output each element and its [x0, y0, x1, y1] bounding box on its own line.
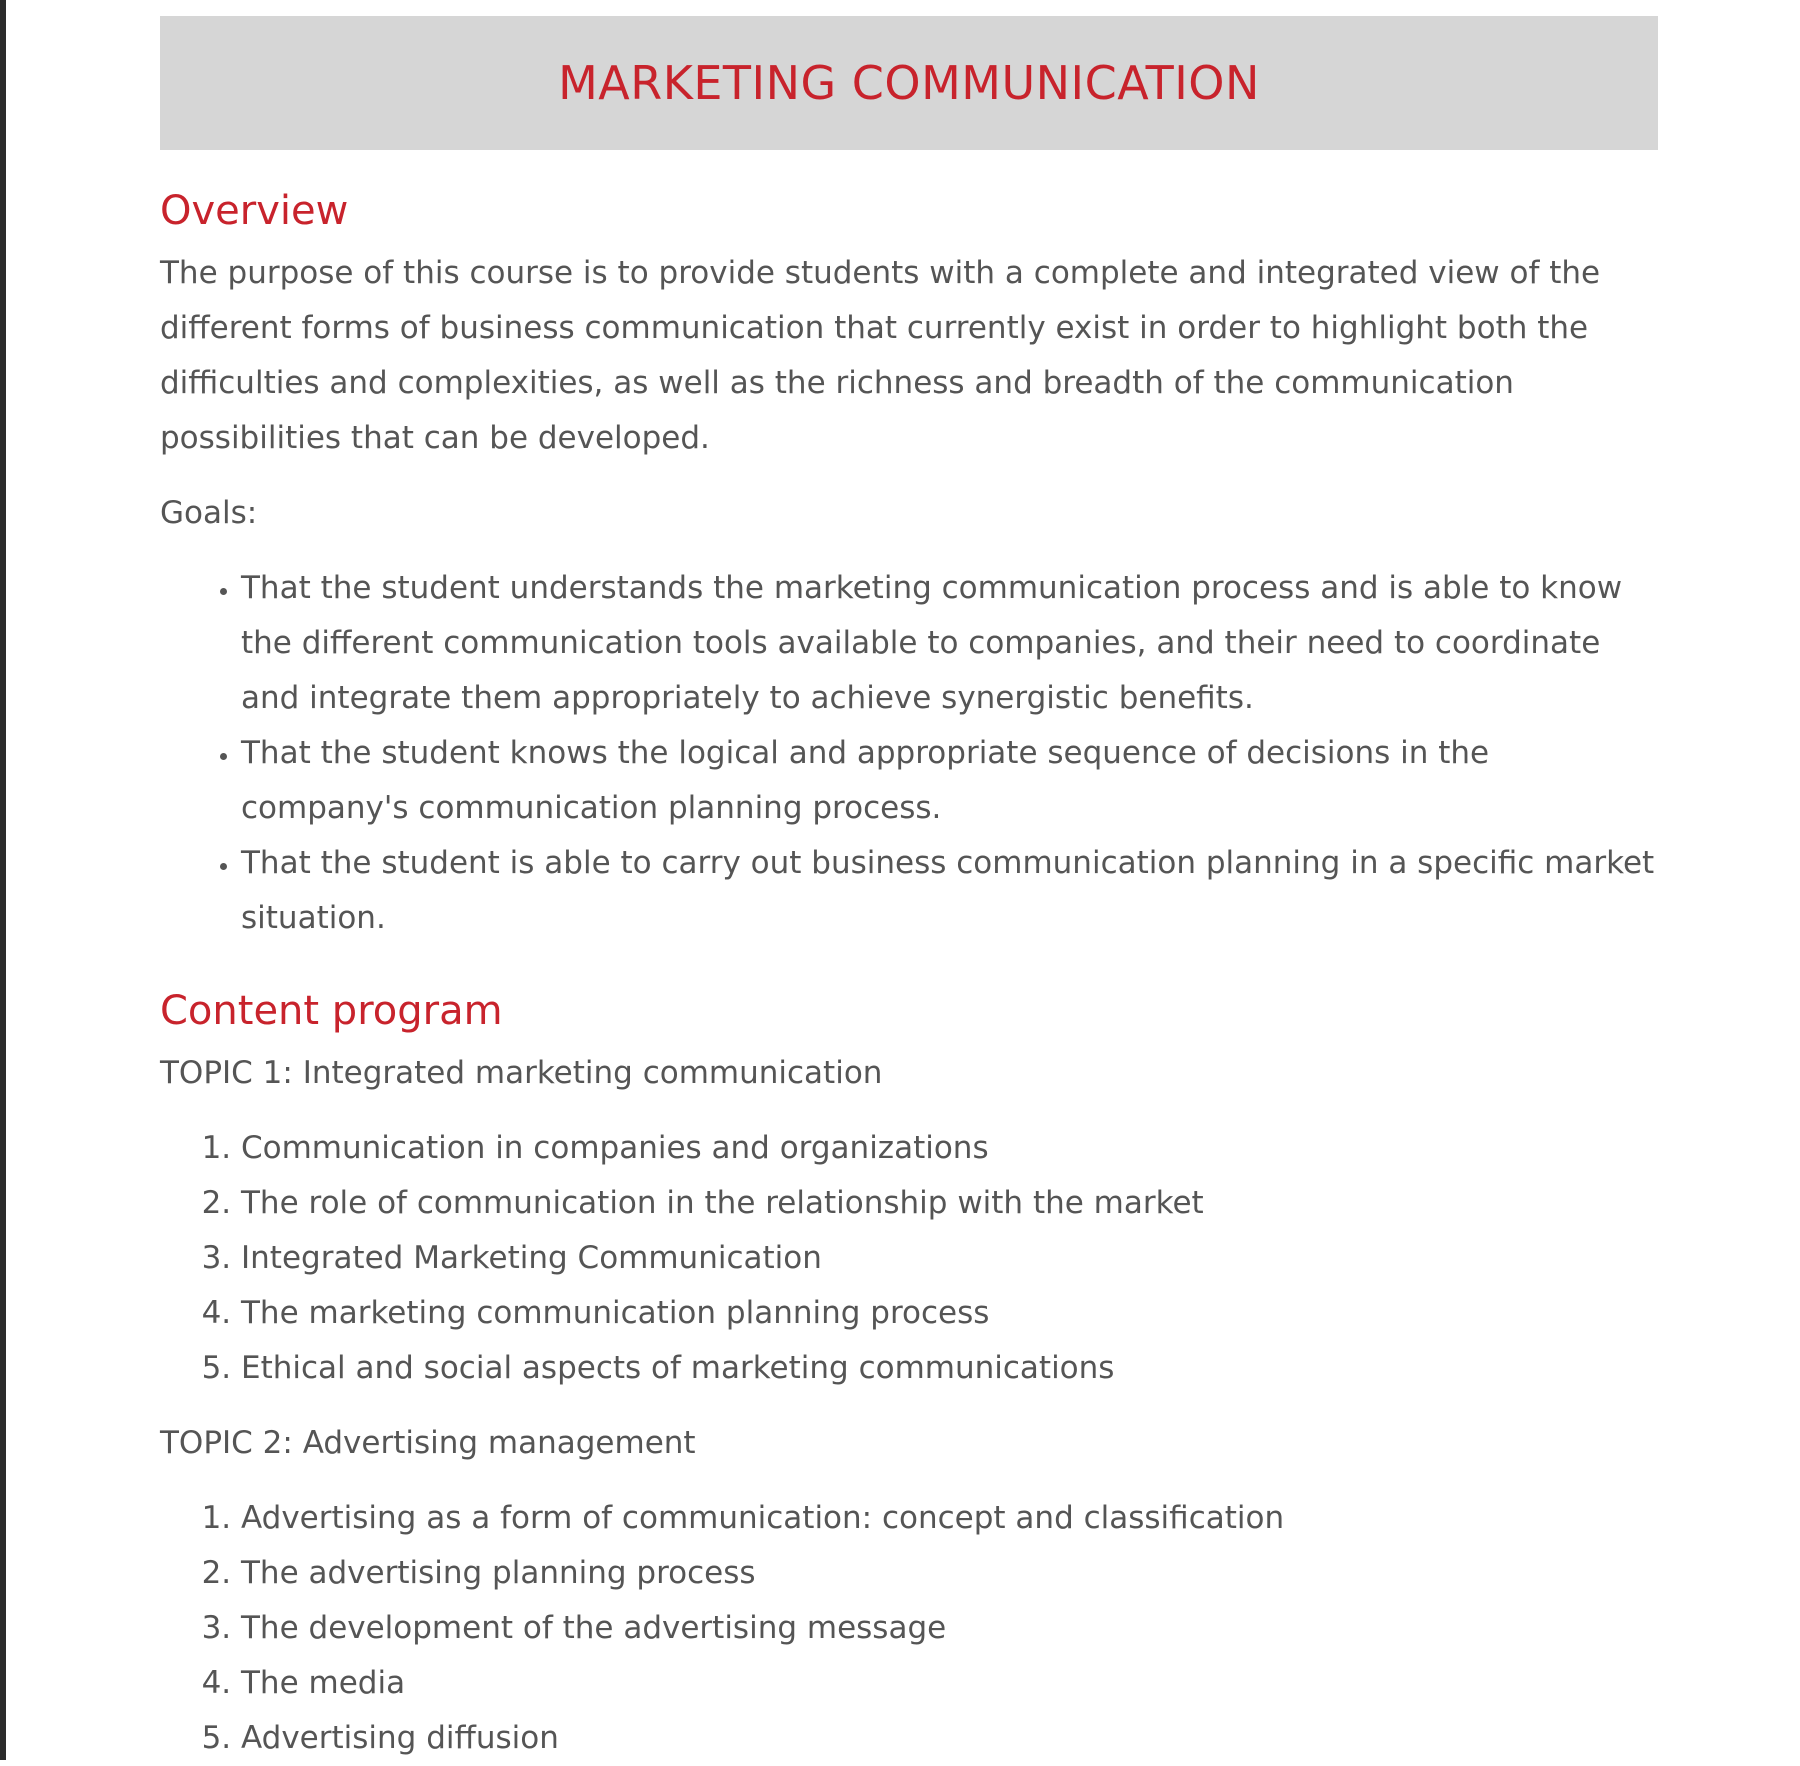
goal-item: • That the student understands the marketing communication process and is able to know the different communication tools available to companies, and their need to coordinate and integrate them appropriately to achieve synergistic benefits. — [241, 561, 1658, 726]
list-item: 3. Integrated Marketing Communication — [241, 1231, 1658, 1286]
content-program-heading: Content program — [160, 988, 503, 1034]
list-item: 1. Communication in companies and organizations — [241, 1121, 1658, 1176]
topic-1-label: TOPIC 1: Integrated marketing communication — [160, 1055, 883, 1091]
list-item: 2. The advertising planning process — [241, 1546, 1658, 1601]
topic-1-list — [160, 1121, 1658, 1396]
page-title: MARKETING COMMUNICATION — [558, 56, 1260, 110]
overview-heading: Overview — [160, 188, 349, 234]
list-item: 3. The development of the advertising message — [241, 1601, 1658, 1656]
list-item: 4. The marketing communication planning process — [241, 1286, 1658, 1341]
overview-text: The purpose of this course is to provide students with a complete and integrated view of the different forms of business communication that currently exist in order to highlight both the difficulties and complexities, as well as the richness and breadth of the communication possibilities that can be developed. — [160, 255, 1601, 456]
goals-list — [160, 561, 1658, 946]
window-edge — [0, 0, 6, 1760]
topic-2-label: TOPIC 2: Advertising management — [160, 1425, 696, 1461]
document — [160, 16, 1658, 1766]
goal-item: • That the student knows the logical and appropriate sequence of decisions in the company's communication planning process. — [241, 726, 1658, 836]
goal-item: • That the student is able to carry out business communication planning in a specific market situation. — [241, 836, 1658, 946]
list-item: 1. Advertising as a form of communication: concept and classification — [241, 1491, 1658, 1546]
list-item: 5. Ethical and social aspects of marketing communications — [241, 1341, 1658, 1396]
list-item: 4. The media — [241, 1656, 1658, 1711]
title-banner — [160, 16, 1658, 150]
topic-2-list — [160, 1491, 1658, 1766]
list-item: 5. Advertising diffusion — [241, 1711, 1658, 1766]
goals-label: Goals: — [160, 495, 258, 531]
list-item: 2. The role of communication in the relationship with the market — [241, 1176, 1658, 1231]
